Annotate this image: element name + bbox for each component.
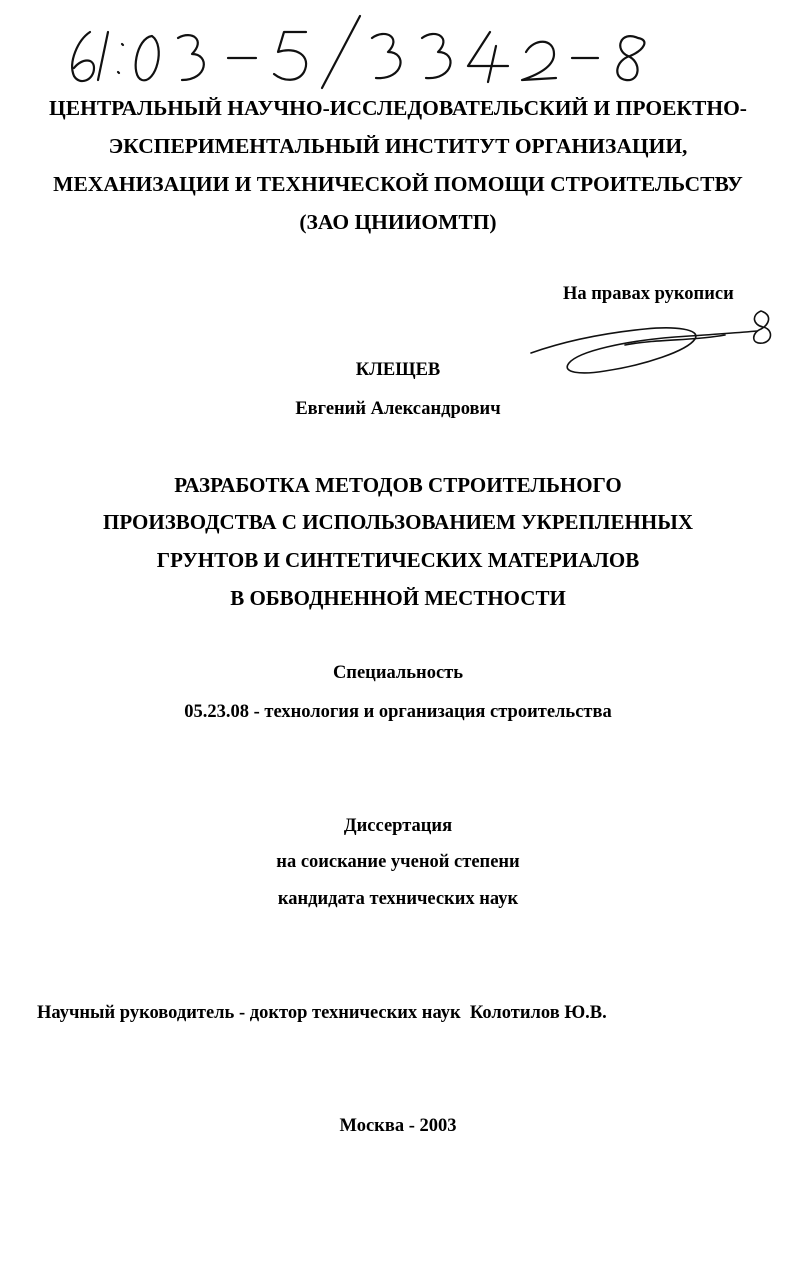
title-line-1: РАЗРАБОТКА МЕТОДОВ СТРОИТЕЛЬНОГО (174, 473, 622, 497)
title-line-3: ГРУНТОВ И СИНТЕТИЧЕСКИХ МАТЕРИАЛОВ (156, 548, 640, 572)
author-given-names: Евгений Александрович (295, 399, 501, 419)
handwritten-archive-number (60, 10, 660, 90)
title-line-4: В ОБВОДНЕННОЙ МЕСТНОСТИ (230, 586, 566, 610)
institute-line-4: (ЗАО ЦНИИОМТП) (299, 210, 497, 234)
author-surname: КЛЕЩЕВ (355, 360, 441, 380)
manuscript-rights-note: На правах рукописи (563, 284, 734, 304)
dissertation-degree-line-1: на соискание ученой степени (276, 852, 520, 872)
institute-line-1: ЦЕНТРАЛЬНЫЙ НАУЧНО-ИССЛЕДОВАТЕЛЬСКИЙ И ПРОЕКТНО- (49, 96, 747, 120)
dissertation-label: Диссертация (343, 816, 453, 836)
scientific-supervisor: Научный руководитель - доктор технических наук Колотилов Ю.В. (37, 1003, 607, 1023)
title-line-2: ПРОИЗВОДСТВА С ИСПОЛЬЗОВАНИЕМ УКРЕПЛЕННЫХ (102, 510, 693, 534)
dissertation-degree-line-2: кандидата технических наук (277, 889, 519, 909)
place-and-year: Москва - 2003 (339, 1116, 457, 1136)
specialty-label: Специальность (332, 663, 464, 683)
institute-line-3: МЕХАНИЗАЦИИ И ТЕХНИЧЕСКОЙ ПОМОЩИ СТРОИТЕЛЬСТВУ (53, 172, 743, 196)
institute-line-2: ЭКСПЕРИМЕНТАЛЬНЫЙ ИНСТИТУТ ОРГАНИЗАЦИИ, (108, 134, 688, 158)
specialty-code: 05.23.08 - технология и организация строительства (184, 702, 612, 722)
